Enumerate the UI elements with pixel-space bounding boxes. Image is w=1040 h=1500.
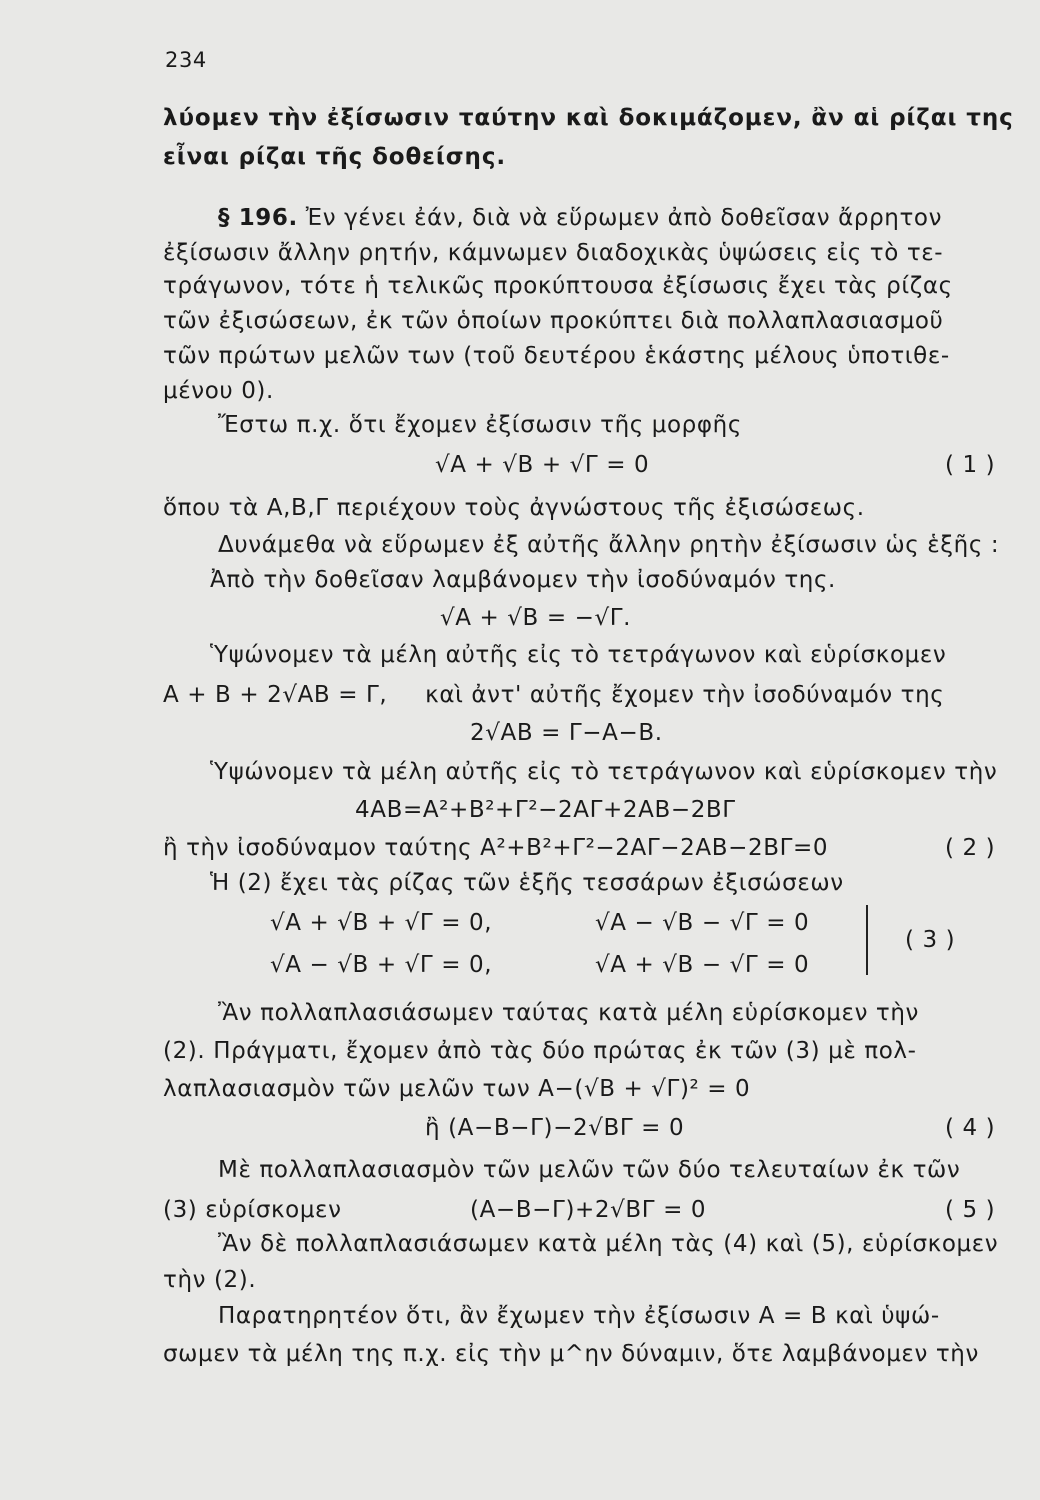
laplasiasmon-line: λαπλασιασμὸν τῶν μελῶν των A−(√B + √Γ)² = 0 xyxy=(163,1076,751,1102)
me-poll-line: Μὲ πολλαπλασιασμὸν τῶν μελῶν τῶν δύο τελευταίων ἐκ τῶν xyxy=(218,1157,961,1183)
section-number: § 196. xyxy=(218,205,298,231)
equation-2ab: 2√AB = Γ−A−B. xyxy=(470,720,663,746)
equation-isodynamos: √A + √B = −√Γ. xyxy=(440,605,632,631)
intro-line-1: λύομεν τὴν ἐξίσωσιν ταύτην καὶ δοκιμάζομεν, ἂν αἱ ρίζαι της xyxy=(163,105,1014,131)
section-196-line-2: ἐξίσωσιν ἄλλην ρητήν, κάμνωμεν διαδοχικὰς ὑψώσεις εἰς τὸ τε- xyxy=(163,240,944,266)
equation-1-number: ( 1 ) xyxy=(945,452,996,478)
an-de-line: Ἂν δὲ πολλαπλασιάσωμεν κατὰ μέλη τὰς (4) καὶ (5), εὑρίσκομεν xyxy=(218,1231,999,1257)
equation-a-b-row xyxy=(163,680,944,710)
equivalent-line: ἢ τὴν ἰσοδύναμον ταύτης A²+B²+Γ²−2AΓ−2AB−2BΓ=0 xyxy=(163,835,829,861)
system-eq-a2: √A − √B − √Γ = 0 xyxy=(595,910,810,936)
ypsonomen-line-2: Ὑψώνομεν τὰ μέλη αὐτῆς εἰς τὸ τετράγωνον καὶ εὑρίσκομεν τὴν xyxy=(210,759,998,785)
equation-4-number: ( 4 ) xyxy=(945,1115,996,1141)
section-text-1: Ἐν γένει ἐάν, διὰ νὰ εὕρωμεν ἀπὸ δοθεῖσαν ἄρρητον xyxy=(297,205,943,231)
section-196-line-5: τῶν πρώτων μελῶν των (τοῦ δευτέρου ἑκάστης μέλους ὑποτιθε- xyxy=(163,343,950,369)
equation-2-number: ( 2 ) xyxy=(945,835,996,861)
tin-2-line: τὴν (2). xyxy=(163,1267,257,1293)
equation-4ab: 4AB=A²+B²+Γ²−2AΓ+2AB−2BΓ xyxy=(355,797,736,823)
system-eq-b2: √A + √B − √Γ = 0 xyxy=(595,952,810,978)
equation-ab: A + B + 2√AB = Γ, xyxy=(163,682,388,708)
system-eq-b1: √A − √B + √Γ = 0, xyxy=(270,952,493,978)
equation-5-number: ( 5 ) xyxy=(945,1197,996,1223)
section-196-line-4: τῶν ἐξισώσεων, ἐκ τῶν ὁποίων προκύπτει διὰ πολλαπλασιασμοῦ xyxy=(163,308,944,334)
equation-5: (A−B−Γ)+2√BΓ = 0 xyxy=(470,1197,707,1223)
ypsonomen-line-1: Ὑψώνομεν τὰ μέλη αὐτῆς εἰς τὸ τετράγωνον καὶ εὑρίσκομεν xyxy=(210,642,947,668)
h2-line: Ἡ (2) ἔχει τὰς ρίζας τῶν ἑξῆς τεσσάρων ἐξισώσεων xyxy=(210,870,844,896)
section-196-line-6: μένου 0). xyxy=(163,378,274,404)
three-eurisk-text: (3) εὑρίσκομεν xyxy=(163,1197,342,1223)
system-brace xyxy=(860,905,868,975)
pragmati-line: (2). Πράγματι, ἔχομεν ἀπὸ τὰς δύο πρώτας ἐκ τῶν (3) μὲ πολ- xyxy=(163,1038,917,1064)
equation-1: √A + √B + √Γ = 0 xyxy=(435,452,650,478)
page-number: 234 xyxy=(165,48,207,72)
kai-ant-text: καὶ ἀντ' αὐτῆς ἔχομεν τὴν ἰσοδύναμόν της xyxy=(425,682,945,708)
intro-line-2: εἶναι ρίζαι τῆς δοθείσης. xyxy=(163,144,507,170)
system-eq-a1: √A + √B + √Γ = 0, xyxy=(270,910,493,936)
an-poll-line: Ἂν πολλαπλασιάσωμεν ταύτας κατὰ μέλη εὑρίσκομεν τὴν xyxy=(218,1000,920,1026)
section-196-line-3: τράγωνον, τότε ἡ τελικῶς προκύπτουσα ἐξίσωσις ἔχει τὰς ρίζας xyxy=(163,273,953,299)
esto-line: Ἔστω π.χ. ὅτι ἔχομεν ἐξίσωσιν τῆς μορφῆς xyxy=(218,412,742,438)
apo-line: Ἀπὸ τὴν δοθεῖσαν λαμβάνομεν τὴν ἰσοδύναμόν της. xyxy=(210,567,836,593)
equation-3-number: ( 3 ) xyxy=(905,927,956,953)
section-196-line-1 xyxy=(218,203,942,233)
paratireteon-line: Παρατηρητέον ὅτι, ἂν ἔχωμεν τὴν ἐξίσωσιν A = B καὶ ὑψώ- xyxy=(218,1303,940,1329)
opou-line: ὅπου τὰ A,B,Γ περιέχουν τοὺς ἀγνώστους τῆς ἐξισώσεως. xyxy=(163,495,865,521)
somen-line: σωμεν τὰ μέλη της π.χ. εἰς τὴν μ^ην δύναμιν, ὅτε λαμβάνομεν τὴν xyxy=(163,1341,979,1367)
dynametha-line: Δυνάμεθα νὰ εὕρωμεν ἐξ αὐτῆς ἄλλην ρητὴν ἐξίσωσιν ὡς ἑξῆς : xyxy=(218,532,1000,558)
equation-4: ἢ (A−B−Γ)−2√BΓ = 0 xyxy=(425,1115,685,1141)
